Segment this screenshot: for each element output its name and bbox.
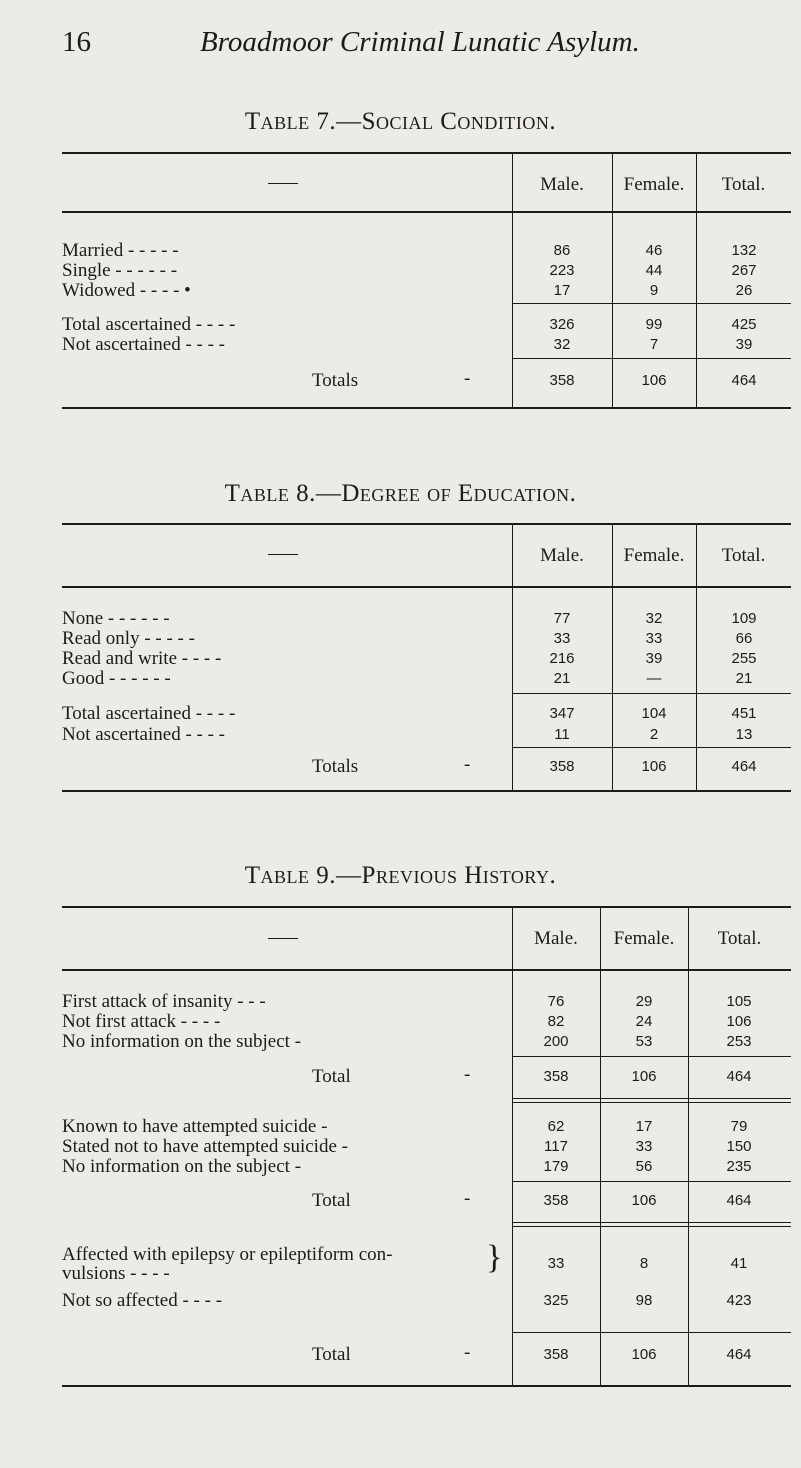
header-male: Male. (534, 928, 578, 949)
leader-dash: - (464, 754, 471, 775)
cell-total: 109 (731, 610, 757, 627)
cell-total: 255 (731, 650, 757, 667)
row-label: Totals (312, 756, 359, 777)
cell-female: 39 (645, 650, 663, 667)
cell-female: 29 (635, 993, 653, 1010)
table-rule-bottom (62, 1385, 791, 1387)
cell-total: 26 (735, 282, 753, 299)
leader-dash: - (464, 1188, 471, 1209)
cell-total: 79 (730, 1118, 748, 1135)
cell-total: 267 (731, 262, 757, 279)
row-label: Total (312, 1066, 351, 1087)
cell-male: 11 (554, 726, 570, 743)
cell-total: 464 (726, 1346, 752, 1363)
header-total: Total. (721, 174, 766, 195)
total-rule (512, 747, 791, 748)
header-total: Total. (721, 545, 766, 566)
header-female: Female. (613, 928, 675, 949)
running-title: Broadmoor Criminal Lunatic Asylum. (200, 26, 640, 58)
table-row (62, 1344, 791, 1368)
row-label: Good - - - - - - (62, 668, 171, 689)
cell-male: 17 (553, 282, 571, 299)
cell-male: 358 (543, 1192, 569, 1209)
table-row (62, 1190, 791, 1214)
double-rule (512, 1098, 791, 1103)
cell-female: 56 (635, 1158, 653, 1175)
table-row (62, 370, 791, 394)
table-7-title: Table 7.—Social Condition. (244, 108, 557, 135)
header-female: Female. (623, 174, 685, 195)
row-label: Total (312, 1190, 351, 1211)
stub-header-dash (268, 183, 298, 184)
cell-female: 106 (641, 372, 667, 389)
row-label: No information on the subject - (62, 1156, 302, 1177)
cell-total: 41 (730, 1255, 748, 1272)
cell-male: 62 (547, 1118, 565, 1135)
cell-total: 425 (731, 316, 757, 333)
cell-total: 464 (731, 372, 757, 389)
row-label: Total (312, 1344, 351, 1365)
row-label: Not first attack - - - - (62, 1011, 221, 1032)
leader-dash: - (464, 1342, 471, 1363)
table-row (62, 1066, 791, 1090)
cell-total: 464 (726, 1192, 752, 1209)
cell-male: 33 (553, 630, 571, 647)
leader-dash: - (464, 368, 471, 389)
brace-icon: } (486, 1239, 503, 1276)
row-label: Single - - - - - - (62, 260, 178, 281)
table-row (62, 724, 791, 748)
table-rule-top (62, 906, 791, 908)
cell-female: 99 (645, 316, 663, 333)
table-row (62, 1239, 791, 1284)
cell-male: 82 (547, 1013, 565, 1030)
table-row (62, 668, 791, 692)
row-label: None - - - - - - (62, 608, 170, 629)
cell-male: 358 (549, 372, 575, 389)
page-header (62, 26, 761, 66)
cell-female: 33 (635, 1138, 653, 1155)
cell-female: 46 (645, 242, 663, 259)
row-label-line: vulsions - - - - (62, 1263, 170, 1284)
double-rule (512, 1222, 791, 1227)
cell-total: 150 (726, 1138, 752, 1155)
table-rule-top (62, 152, 791, 154)
header-total: Total. (717, 928, 762, 949)
cell-total: 253 (726, 1033, 752, 1050)
table-8 (62, 523, 791, 795)
header-male: Male. (540, 545, 584, 566)
table-rule-bottom (62, 790, 791, 792)
table-row (62, 280, 791, 304)
cell-male: 358 (543, 1346, 569, 1363)
cell-female: 106 (631, 1192, 657, 1209)
row-label: Known to have attempted suicide - (62, 1116, 328, 1137)
table-rule-header (62, 969, 791, 971)
cell-total: 235 (726, 1158, 752, 1175)
table-row (62, 334, 791, 358)
table-7 (62, 152, 791, 412)
row-label: Widowed - - - - • (62, 280, 191, 301)
row-label: Read only - - - - - (62, 628, 195, 649)
row-label: Read and write - - - - (62, 648, 222, 669)
table-rule-header (62, 586, 791, 588)
leader-dash: - (464, 1064, 471, 1085)
cell-male: 325 (543, 1292, 569, 1309)
cell-female: 106 (631, 1068, 657, 1085)
cell-total: 66 (735, 630, 753, 647)
total-rule (512, 1332, 791, 1333)
cell-total: 423 (726, 1292, 752, 1309)
cell-male: 200 (543, 1033, 569, 1050)
cell-male: 179 (543, 1158, 569, 1175)
cell-female: 2 (649, 726, 659, 743)
cell-male: 117 (544, 1138, 568, 1155)
cell-female: 8 (639, 1255, 649, 1272)
cell-total: 39 (735, 336, 753, 353)
cell-total: 464 (731, 758, 757, 775)
table-row (62, 1156, 791, 1180)
cell-male: 86 (553, 242, 571, 259)
cell-male: 223 (549, 262, 575, 279)
total-rule (512, 1181, 791, 1182)
row-label: Not ascertained - - - - (62, 724, 226, 745)
cell-total: 464 (726, 1068, 752, 1085)
row-label: Not ascertained - - - - (62, 334, 226, 355)
table-9-title: Table 9.—Previous History. (244, 862, 557, 889)
cell-male: 358 (543, 1068, 569, 1085)
row-label: Total ascertained - - - - (62, 703, 236, 724)
table-8-title: Table 8.—Degree of Education. (224, 480, 577, 507)
cell-female: 44 (645, 262, 663, 279)
total-rule (512, 1056, 791, 1057)
row-label: Stated not to have attempted suicide - (62, 1136, 348, 1157)
row-label: Total ascertained - - - - (62, 314, 236, 335)
total-rule (512, 358, 791, 359)
row-label (62, 1245, 392, 1283)
row-label: Totals (312, 370, 359, 391)
page-number: 16 (62, 26, 91, 58)
cell-male: 77 (553, 610, 571, 627)
cell-female: 32 (645, 610, 663, 627)
table-9 (62, 906, 791, 1390)
cell-total: 132 (731, 242, 757, 259)
cell-female: — (646, 670, 662, 687)
table-rule-header (62, 211, 791, 213)
cell-female: 7 (649, 336, 659, 353)
row-label: Not so affected - - - - (62, 1290, 223, 1311)
stub-header-dash (268, 938, 298, 939)
subtotal-rule (512, 303, 791, 304)
row-label: First attack of insanity - - - (62, 991, 266, 1012)
header-female: Female. (623, 545, 685, 566)
stub-header-dash (268, 554, 298, 555)
cell-male: 21 (553, 670, 571, 687)
cell-female: 17 (635, 1118, 653, 1135)
cell-male: 33 (547, 1255, 565, 1272)
cell-female: 106 (641, 758, 667, 775)
cell-total: 21 (735, 670, 753, 687)
cell-male: 216 (549, 650, 575, 667)
cell-female: 106 (631, 1346, 657, 1363)
table-row (62, 1290, 791, 1314)
cell-female: 104 (641, 705, 667, 722)
row-label: No information on the subject - (62, 1031, 302, 1052)
cell-female: 98 (635, 1292, 653, 1309)
cell-male: 32 (553, 336, 571, 353)
cell-male: 76 (547, 993, 565, 1010)
header-male: Male. (540, 174, 584, 195)
cell-total: 106 (726, 1013, 752, 1030)
row-label-line: Affected with epilepsy or epileptiform con- (62, 1244, 393, 1265)
cell-female: 33 (645, 630, 663, 647)
cell-female: 9 (649, 282, 659, 299)
cell-total: 105 (726, 993, 752, 1010)
cell-female: 24 (635, 1013, 653, 1030)
cell-male: 358 (549, 758, 575, 775)
cell-total: 451 (731, 705, 757, 722)
cell-total: 13 (735, 726, 753, 743)
table-rule-top (62, 523, 791, 525)
row-label: Married - - - - - (62, 240, 179, 261)
cell-male: 347 (549, 705, 575, 722)
table-rule-bottom (62, 407, 791, 409)
cell-female: 53 (635, 1033, 653, 1050)
table-row (62, 756, 791, 780)
table-row (62, 1031, 791, 1055)
cell-male: 326 (549, 316, 575, 333)
subtotal-rule (512, 693, 791, 694)
